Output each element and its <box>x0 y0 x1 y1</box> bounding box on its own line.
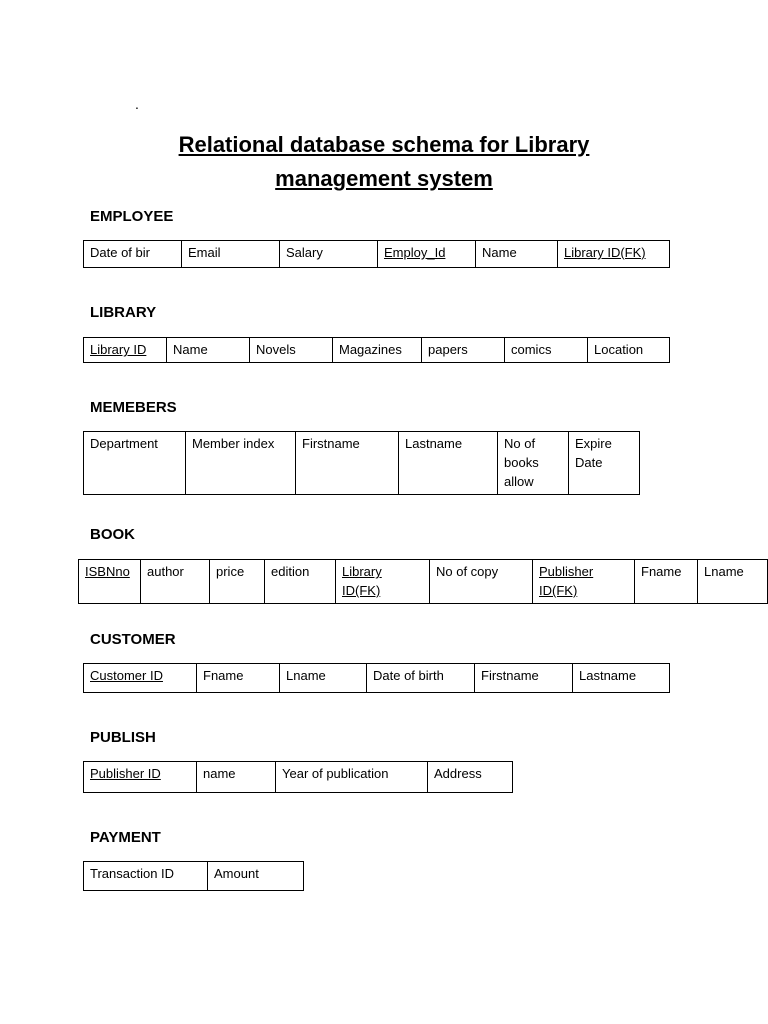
employee-col-fk <box>558 241 670 268</box>
library-heading: LIBRARY <box>90 304 157 321</box>
library-col: Name <box>167 338 250 363</box>
publish-col-key <box>84 762 197 793</box>
members-heading: MEMEBERS <box>90 399 177 416</box>
book-col: edition <box>265 560 336 604</box>
customer-col: Lname <box>280 664 367 693</box>
customer-col: Firstname <box>475 664 573 693</box>
customer-col: Fname <box>197 664 280 693</box>
page-title <box>0 128 768 196</box>
employee-col: Salary <box>280 241 378 268</box>
book-col: price <box>210 560 265 604</box>
members-col: No of books allow <box>498 432 569 495</box>
payment-heading: PAYMENT <box>90 829 161 846</box>
publish-key: Publisher ID <box>90 766 161 781</box>
book-col: author <box>141 560 210 604</box>
members-col: Firstname <box>296 432 399 495</box>
members-col: Expire Date <box>569 432 640 495</box>
employee-table <box>83 240 670 268</box>
library-col: Magazines <box>333 338 422 363</box>
book-col-key <box>79 560 141 604</box>
title-line-1: Relational database schema for Library <box>178 132 590 157</box>
employee-key: Employ_Id <box>384 245 446 260</box>
customer-table <box>83 663 670 693</box>
library-col: Novels <box>250 338 333 363</box>
customer-key: Customer ID <box>90 668 163 683</box>
members-col: Lastname <box>399 432 498 495</box>
publish-col: name <box>197 762 276 793</box>
book-col: No of copy <box>430 560 533 604</box>
customer-col-key <box>84 664 197 693</box>
employee-col: Email <box>182 241 280 268</box>
book-col: Lname <box>698 560 768 604</box>
library-col-key <box>84 338 167 363</box>
employee-col: Name <box>476 241 558 268</box>
members-col: Member index <box>186 432 296 495</box>
members-table <box>83 431 640 495</box>
book-col-fk <box>533 560 635 604</box>
library-key: Library ID <box>90 342 147 357</box>
title-line-2: management system <box>275 166 493 191</box>
payment-col: Transaction ID <box>84 862 208 891</box>
book-col: Fname <box>635 560 698 604</box>
employee-col-key <box>378 241 476 268</box>
employee-col: Date of bir <box>84 241 182 268</box>
publish-table <box>83 761 513 793</box>
employee-fk: Library ID(FK) <box>564 245 646 260</box>
publish-heading: PUBLISH <box>90 729 156 746</box>
library-col: Location <box>588 338 670 363</box>
book-heading: BOOK <box>90 526 135 543</box>
book-table <box>78 559 768 604</box>
publish-col: Address <box>428 762 513 793</box>
customer-col: Lastname <box>573 664 670 693</box>
payment-col: Amount <box>208 862 304 891</box>
book-col-fk <box>336 560 430 604</box>
library-col: comics <box>505 338 588 363</box>
stray-dot: . <box>135 96 139 112</box>
payment-table <box>83 861 304 891</box>
members-col: Department <box>84 432 186 495</box>
book-fk-library: Library ID(FK) <box>342 564 382 598</box>
employee-heading: EMPLOYEE <box>90 208 174 225</box>
book-key: ISBNno <box>85 564 130 579</box>
customer-heading: CUSTOMER <box>90 631 176 648</box>
library-table <box>83 337 670 363</box>
customer-col: Date of birth <box>367 664 475 693</box>
book-fk-publisher: Publisher ID(FK) <box>539 564 594 598</box>
library-col: papers <box>422 338 505 363</box>
publish-col: Year of publication <box>276 762 428 793</box>
